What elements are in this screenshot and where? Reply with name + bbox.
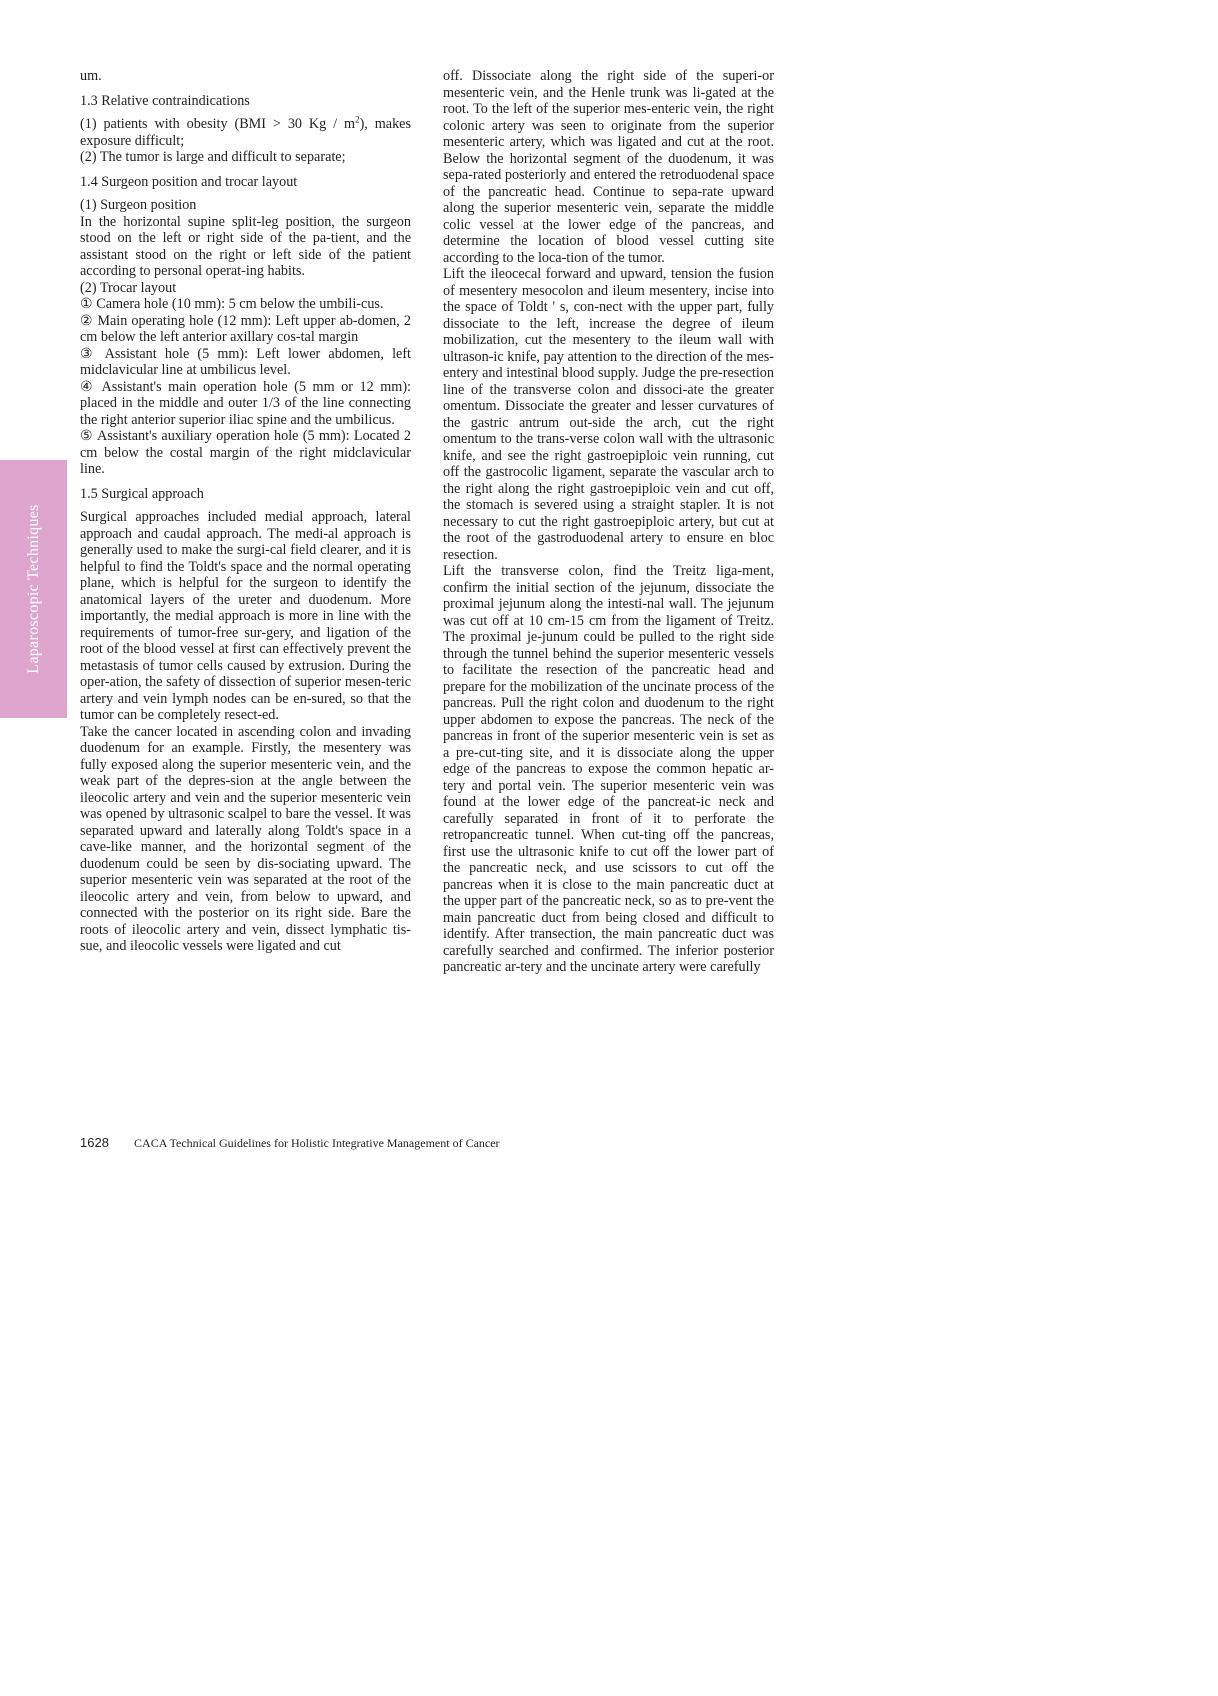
trocar-item-1: ① Camera hole (10 mm): 5 cm below the umbili-cus. (80, 296, 384, 312)
section-heading-1-4: 1.4 Surgeon position and trocar layout (80, 173, 298, 190)
contraindication-item-2: (2) The tumor is large and difficult to separate; (80, 149, 346, 165)
surgical-approach-paragraph-1: Surgical approaches included medial approach, lateral approach and caudal approach. The medi-al approach is generally used to make the surgi-cal field clearer, and it is helpful to find the Toldt's space and the normal operating plane, which is helpful for the surgeon to identify the anatomical layers of the ureter and duodenum. More importantly, the medial approach is more in line with the requirements of tumor-free sur-gery, and ligation of the root of the blood vessel at first can effectively prevent the metastasis of tumor cells caused by extrusion. During the oper-ation, the safety of dissection of superior mesen-teric artery and vein lymph nodes can be en-sured, so that the tumor can be completely resect-ed. (80, 509, 411, 723)
section-heading-1-3: 1.3 Relative contraindications (80, 92, 250, 109)
contraindication-item-1-end: ), makes exposure difficult; (80, 116, 411, 149)
page-footer (80, 1135, 500, 1151)
contraindication-item-1-text: (1) patients with obesity (BMI > 30 Kg / m (80, 116, 356, 132)
contraindication-item-1 (80, 116, 411, 149)
right-column (443, 68, 774, 976)
superscript-2: 2 (355, 114, 360, 125)
left-column (80, 68, 411, 955)
trocar-item-2: ② Main operating hole (12 mm): Left upper ab-domen, 2 cm below the left anterior axillary cos-tal margin (80, 312, 411, 345)
trocar-layout-title: (2) Trocar layout (80, 279, 177, 296)
page-number: 1628 (80, 1135, 109, 1150)
section-side-tab (0, 460, 67, 718)
journal-title: CACA Technical Guidelines for Holistic Integrative Management of Cancer (134, 1136, 500, 1150)
section-side-tab-label: Laparoscopic Techniques (24, 504, 42, 674)
right-paragraph-2: Lift the ileocecal forward and upward, tension the fusion of mesentery mesocolon and ileum mesentery, incise into the space of Toldt ' s, con-nect with the upper part, fully dissociate to the left, increase the degree of ileum mobilization, cut the mesentery to the ileum wall with ultrason-ic knife, pay attention to the direction of the mes-entery and intestinal blood supply. Judge the pre-resection line of the transverse colon and dissoci-ate the greater omentum. Dissociate the greater and lesser curvatures of the gastric antrum out-side the arch, cut the right omentum to the trans-verse colon wall with the ultrasonic knife, and see the right gastroepiploic vein running, cut off the gastrocolic ligament, separate the vascular arch to the right along the right gastroepiploic vein and cut off, the stomach is severed using a straight stapler. It is not necessary to cut the right gastroepiploic artery, but cut at the root of the gastroduodenal artery to ensure en bloc resection. (443, 266, 774, 563)
section-heading-1-5: 1.5 Surgical approach (80, 485, 204, 502)
right-paragraph-3: Lift the transverse colon, find the Treitz liga-ment, confirm the initial section of the jejunum, dissociate the proximal jejunum along the intesti-nal wall. The jejunum was cut off at 10 cm-15 cm from the ligament of Treitz. The proximal je-junum could be pulled to the right side through the tunnel behind the superior mesenteric vessels to facilitate the resection of the pancreatic head and prepare for the mobilization of the uncinate process of the pancreas. Pull the right colon and duodenum to the right upper abdomen to expose the pancreas. The neck of the pancreas in front of the superior mesenteric vein is set as a pre-cut-ting site, and it is dissociate along the upper edge of the pancreas to expose the common hepatic ar-tery and portal vein. The superior mesenteric vein was found at the lower edge of the pancreat-ic neck and carefully separated in front of it to perforate the retropancreatic tunnel. When cut-ting off the pancreas, first use the ultrasonic knife to cut off the lower part of the pancreatic neck, and use scissors to cut off the pancreas when it is close to the main pancreatic duct at the upper part of the pancreatic neck, so as to pre-vent the main pancreatic duct from being closed and difficult to identify. After transection, the main pancreatic duct was carefully searched and confirmed. The inferior posterior pancreatic ar-tery and the uncinate artery were carefully (443, 563, 774, 975)
trocar-item-5: ⑤ Assistant's auxiliary operation hole (5 mm): Located 2 cm below the costal margin of the right midclavicular line. (80, 428, 411, 477)
surgeon-position-body: In the horizontal supine split-leg position, the surgeon stood on the left or right side of the pa-tient, and the assistant stood on the right or left side of the patient according to personal operat-ing habits. (80, 213, 411, 279)
surgical-approach-paragraph-2: Take the cancer located in ascending colon and invading duodenum for an example. Firstly, the mesentery was fully exposed along the superior mesenteric vein, and the weak part of the depres-sion at the angle between the ileocolic artery and vein and the superior mesenteric vein was opened by ultrasonic scalpel to bare the vessel. It was separated upward and laterally along Toldt's space in a cave-like manner, and the horizontal segment of the duodenum could be seen by dis-sociating upward. The superior mesenteric vein was separated at the root of the ileocolic artery and vein, from below to upward, and connected with the posterior on its right side. Bare the roots of ileocolic artery and vein, dissect lymphatic tis-sue, and ileocolic vessels were ligated and cut (80, 723, 411, 954)
surgeon-position-title: (1) Surgeon position (80, 197, 197, 213)
trocar-item-4: ④ Assistant's main operation hole (5 mm or 12 mm): placed in the middle and outer 1/3 of the line connecting the right anterior superior iliac spine and the umbilicus. (80, 378, 411, 428)
right-paragraph-1: off. Dissociate along the right side of the superi-or mesenteric vein, and the Henle trunk was li-gated at the root. To the left of the superior mes-enteric vein, the right colonic artery was seen to originate from the superior mesenteric artery, which was ligated and cut at the root. Below the horizontal segment of the duodenum, it was sepa-rated posteriorly and entered the retroduodenal space of the pancreatic head. Continue to sepa-rate upward along the superior mesenteric vein, separate the middle colic vessel at the lower edge of the pancreas, and determine the location of blood vessel cutting site according to the loca-tion of the tumor. (443, 68, 774, 266)
paragraph-continuation: um. (80, 68, 102, 84)
trocar-item-3: ③ Assistant hole (5 mm): Left lower abdomen, left midclavicular line at umbilicus level. (80, 345, 411, 378)
